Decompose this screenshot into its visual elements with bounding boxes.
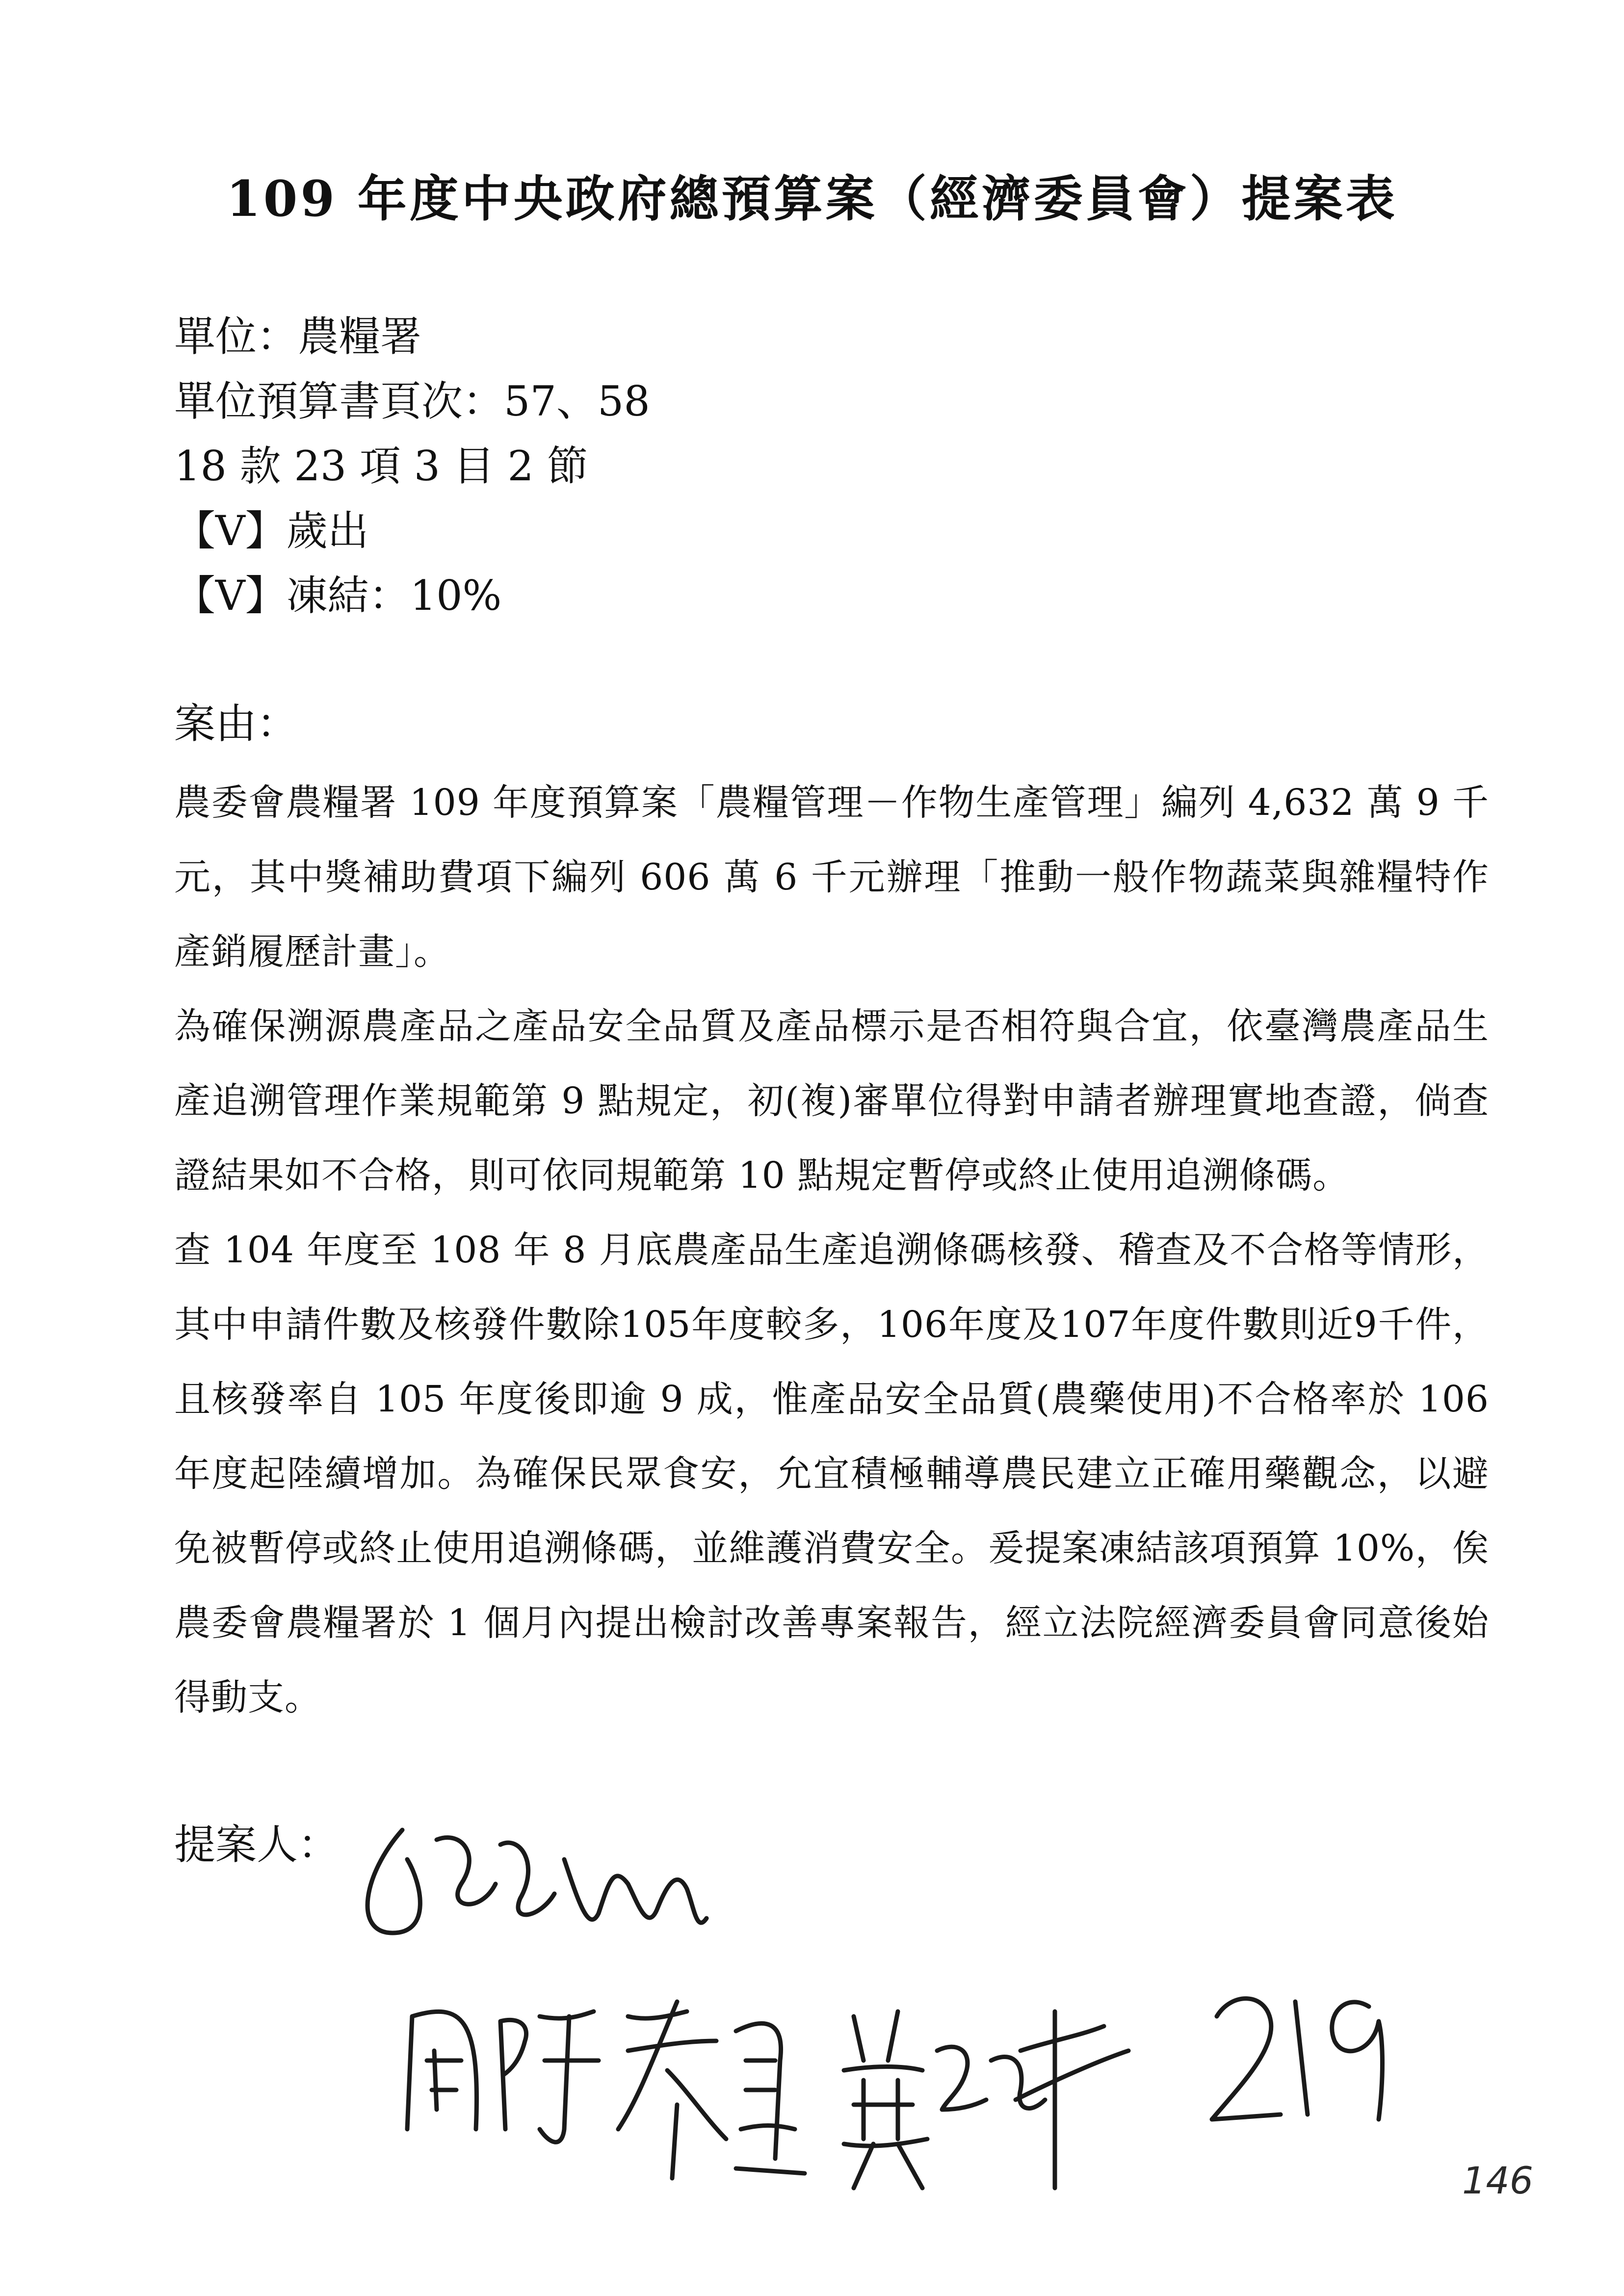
- unit-line: 單位：農糧署: [174, 313, 422, 361]
- proposal-meta: [174, 304, 1499, 628]
- paragraph-2: 為確保溯源農產品之產品安全品質及產品標示是否相符與合宜，依臺灣農產品生產追溯管理作業規範第 9 點規定，初(複)審單位得對申請者辦理實地查證，倘查證結果如不合格，則可依同規範第 10 點規定暫停或終止使用追溯條碼。: [174, 1005, 1489, 1197]
- signature-scrawl-6: [844, 2011, 927, 2188]
- page-number: 146: [1462, 2159, 1534, 2202]
- freeze-line: 【V】凍結：10%: [174, 572, 502, 620]
- paragraph-3: 查 104 年度至 108 年 8 月底農產品生產追溯條碼核發、稽查及不合格等情形，其中申請件數及核發件數除105年度較多，106年度及107年度件數則近9千件，且核發率自 105 年度後即逾 9 成，惟產品安全品質(農藥使用)不合格率於 106 年度起陸續增加。為確保民眾食安，允宜積極輔導農民建立正確用藥觀念，以避免被暫停或終止使用追溯條碼，並維護消費安全。爰提案凍結該項預算 10%，俟農委會農糧署於 1 個月內提出檢討改善專案報告，經立法院經濟委員會同意後始得動支。: [174, 1229, 1489, 1719]
- handwritten-2: [1212, 1999, 1281, 2119]
- expenditure-line: 【V】歲出: [174, 507, 369, 555]
- reason-body: [174, 765, 1489, 1735]
- signature-scrawl-4: [618, 2002, 726, 2178]
- signature-scrawl-2: [407, 2011, 476, 2129]
- signature-scrawl-1: [367, 1830, 707, 1933]
- handwritten-1: [1295, 2002, 1308, 2114]
- signature-graphic: [334, 1786, 1413, 2227]
- budget-pages-line: 單位預算書頁次：57、58: [174, 377, 650, 425]
- section-line: 18 款 23 項 3 目 2 節: [174, 442, 588, 490]
- reason-label: 案由：: [174, 700, 298, 748]
- signature-scrawl-5: [736, 2023, 805, 2173]
- handwritten-signatures: [334, 1786, 1413, 2227]
- signature-scrawl-7: [937, 2011, 1128, 2188]
- document-title: 109 年度中央政府總預算案（經濟委員會）提案表: [226, 170, 1398, 228]
- paragraph-1: 農委會農糧署 109 年度預算案「農糧管理－作物生產管理」編列 4,632 萬 9 千元，其中獎補助費項下編列 606 萬 6 千元辦理「推動一般作物蔬菜與雜糧特作產銷履歷計畫」。: [174, 782, 1489, 973]
- signature-scrawl-3: [500, 2011, 599, 2142]
- proposer-label: 提案人：: [174, 1821, 340, 1869]
- handwritten-9: [1332, 2002, 1383, 2119]
